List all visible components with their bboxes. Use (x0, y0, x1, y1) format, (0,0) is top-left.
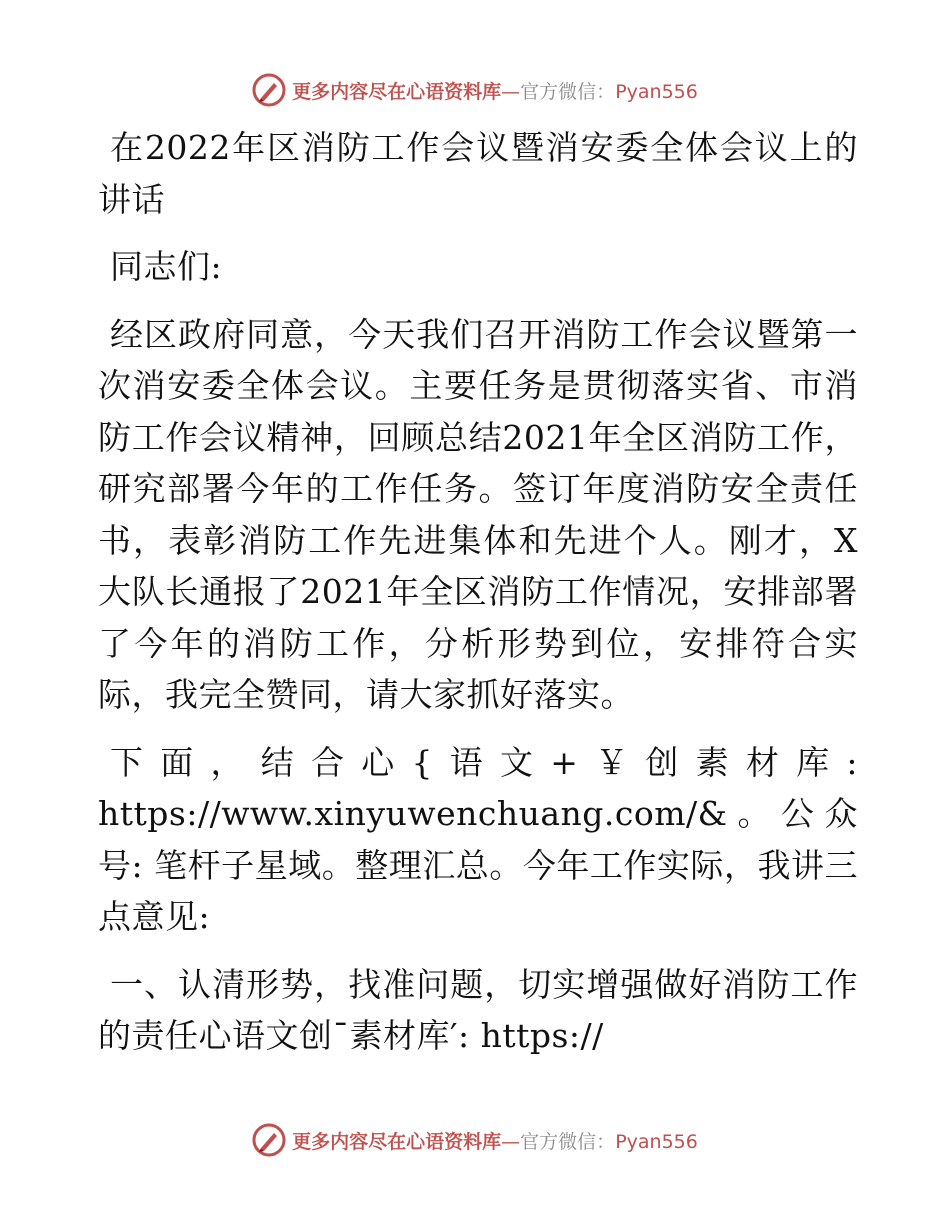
banner-official: 官方微信： (520, 80, 616, 103)
banner-brand: 更多内容尽在心语资料库 (292, 80, 502, 103)
banner-dash: — (501, 1130, 521, 1153)
pen-logo-icon (252, 1123, 286, 1157)
banner-wechat-id: Pyan556 (615, 80, 698, 103)
header-watermark-banner (0, 68, 950, 112)
paragraph-1: 经区政府同意，今天我们召开消防工作会议暨第一次消安委全体会议。主要任务是贯彻落实省、市消防工作会议精神，回顾总结2021年全区消防工作，研究部署今年的工作任务。签订年度消防安全责任书，表彰消防工作先进集体和先进个人。刚才，X大队长通报了2021年全区消防工作情况，安排部署了今年的消防工作，分析形势到位，安排符合实际，我完全赞同，请大家抓好落实。 (98, 314, 858, 714)
paragraph-2: 下面，结合心{语文+￥创素材库: https://www.xinyuwenchuang.com/&。公众号: 笔杆子星域。整理汇总。今年工作实际，我讲三点意见: (98, 742, 858, 936)
document-title: 在2022年区消防工作会议暨消安委全体会议上的讲话 (98, 128, 858, 219)
banner-brand: 更多内容尽在心语资料库 (292, 1130, 502, 1153)
footer-watermark-banner (0, 1118, 950, 1162)
banner-wechat-id: Pyan556 (615, 1130, 698, 1153)
banner-text (292, 77, 698, 104)
greeting: 同志们: (110, 247, 223, 286)
banner-dash: — (501, 80, 521, 103)
pen-logo-icon (252, 73, 286, 107)
paragraph-3: 一、认清形势，找准问题，切实增强做好消防工作的责任心语文创¯素材库′: https:// (98, 964, 858, 1055)
banner-official: 官方微信： (520, 1130, 616, 1153)
document-body (98, 122, 858, 1078)
banner-text (292, 1127, 698, 1154)
